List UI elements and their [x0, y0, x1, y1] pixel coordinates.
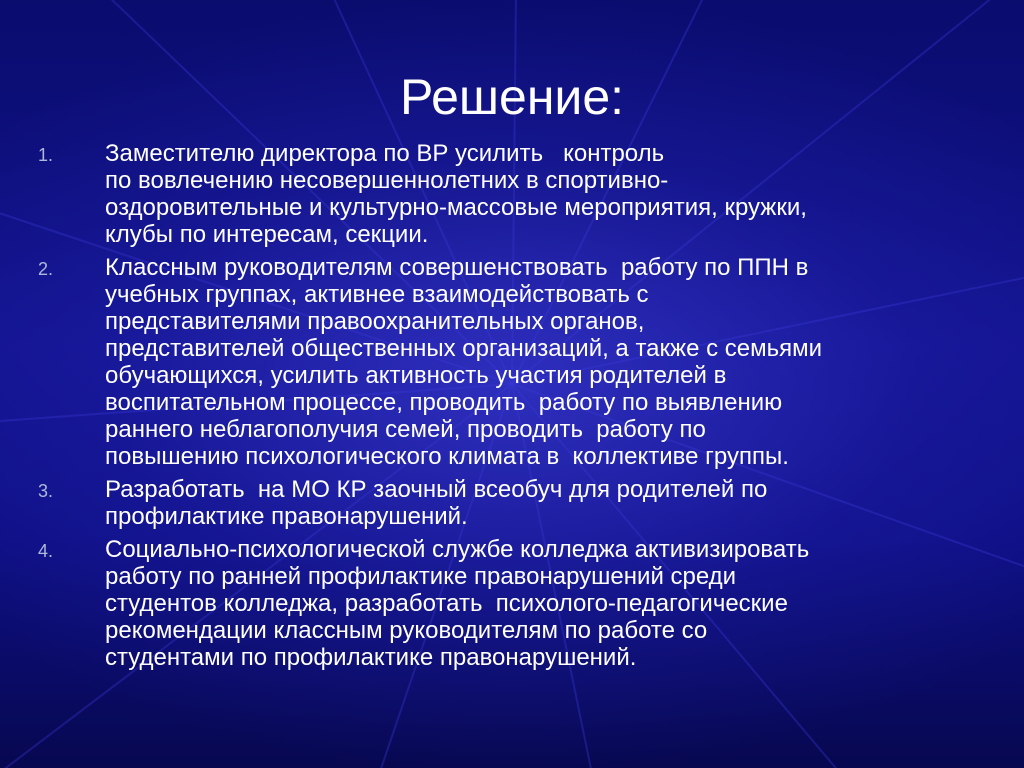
list-text: Классным руководителям совершенствовать работу по ППН в учебных группах, активнее взаимодействовать с представителями правоохранительных органов, представителей общественных организаций, а также с семьями обучающихся, усилить активность участия родителей в воспитательном процессе, проводить работу по выявлению раннего неблагополучия семей, проводить работу по повышению психологического климата в коллективе группы.	[105, 254, 823, 470]
slide-title: Решение:	[399, 69, 625, 125]
list-item	[38, 476, 968, 530]
list-number: 3.	[38, 481, 54, 501]
list-item	[38, 140, 968, 248]
list-text: Социально-психологической службе колледжа активизировать работу по ранней профилактике правонарушений среди студентов колледжа, разработать психолого-педагогические рекомендации классным руководителям по работе со студентами по профилактике правонарушений.	[105, 536, 810, 671]
list-number: 1.	[38, 145, 54, 165]
list-number: 2.	[38, 259, 54, 279]
list-item	[38, 254, 968, 470]
list-text: Разработать на МО КР заочный всеобуч для родителей по профилактике правонарушений.	[105, 476, 768, 530]
list-item	[38, 536, 968, 671]
decision-list	[38, 140, 968, 677]
list-text: Заместителю директора по ВР усилить контроль по вовлечению несовершеннолетних в спортивно- оздоровительные и культурно-массовые мероприятия, кружки, клубы по интересам, секции.	[105, 140, 807, 248]
list-number: 4.	[38, 541, 54, 561]
